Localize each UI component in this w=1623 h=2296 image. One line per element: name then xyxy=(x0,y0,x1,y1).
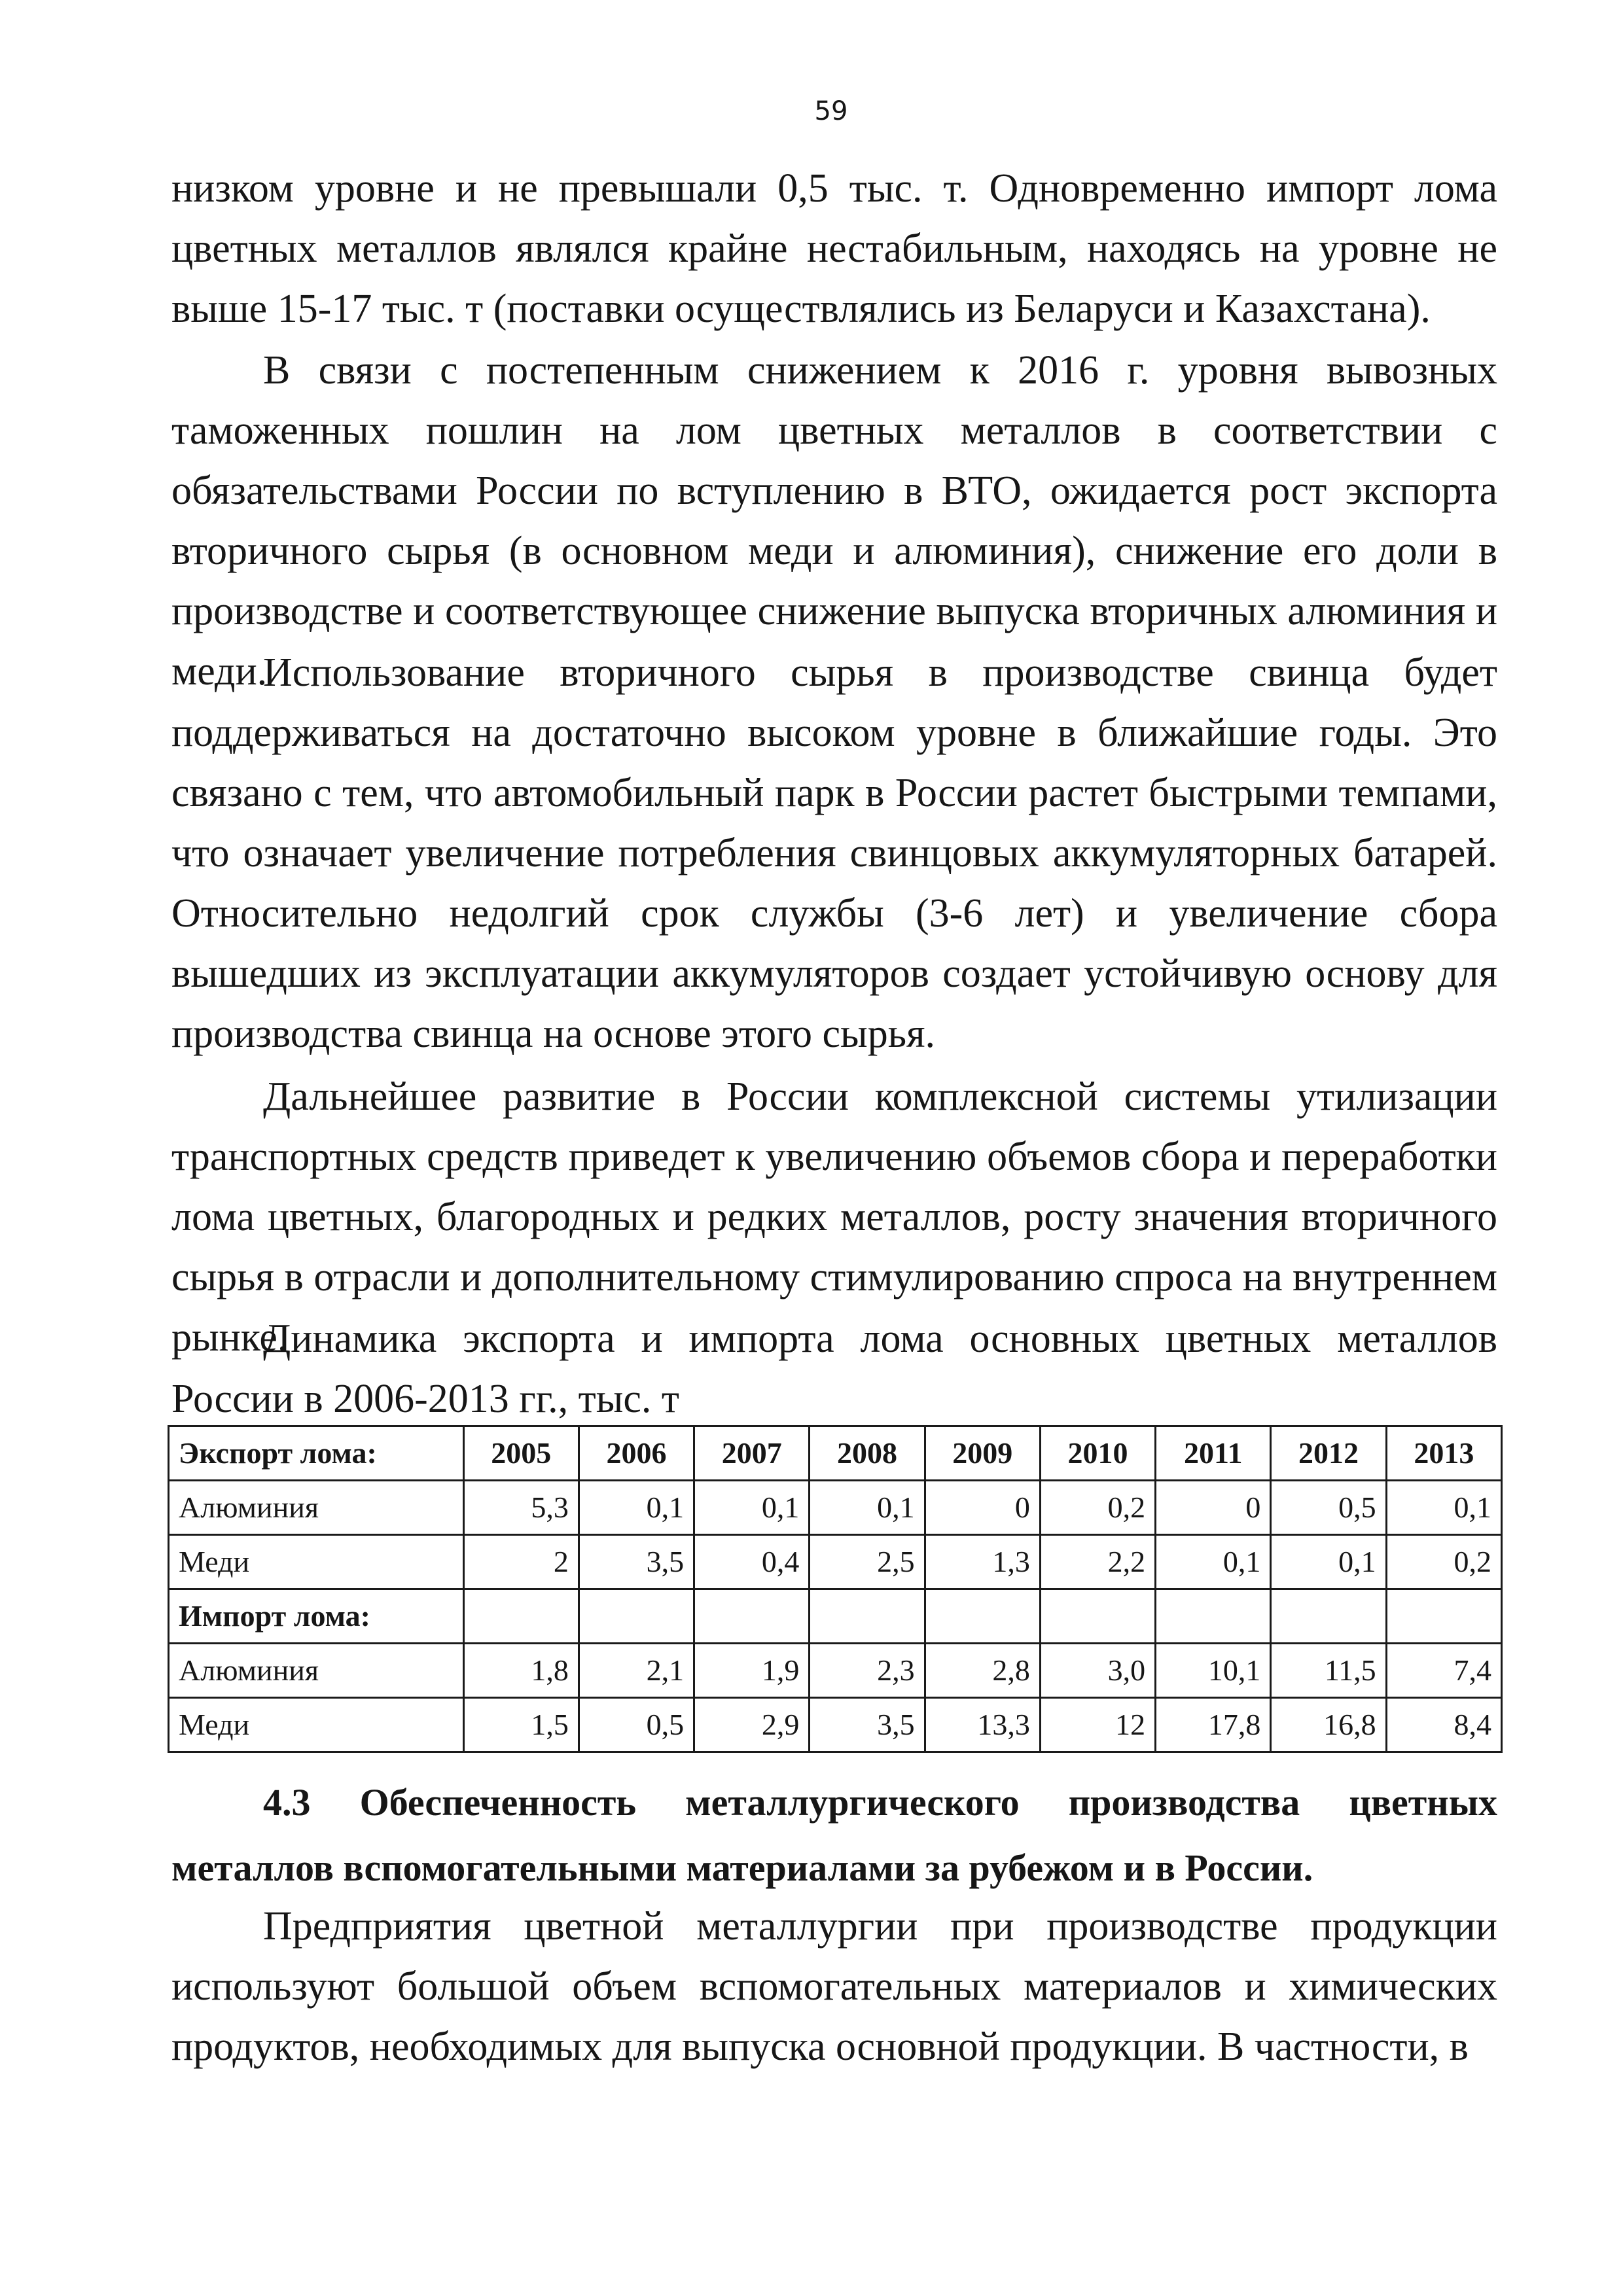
table-cell xyxy=(694,1589,810,1644)
table-cell xyxy=(1386,1589,1501,1644)
table-cell: 8,4 xyxy=(1386,1698,1501,1752)
table-cell: 1,9 xyxy=(694,1644,810,1698)
table-cell: 2,5 xyxy=(810,1535,925,1589)
table-cell: 0,1 xyxy=(579,1481,694,1535)
table-section-row xyxy=(169,1589,1502,1644)
table-cell: 0 xyxy=(925,1481,1040,1535)
table-cell: 3,5 xyxy=(579,1535,694,1589)
table-cell: 2,9 xyxy=(694,1698,810,1752)
year-header: 2009 xyxy=(925,1426,1040,1481)
table-cell: 0,1 xyxy=(1156,1535,1271,1589)
table-cell xyxy=(1156,1589,1271,1644)
year-header: 2010 xyxy=(1040,1426,1155,1481)
table-cell: 16,8 xyxy=(1271,1698,1386,1752)
table-cell: 3,5 xyxy=(810,1698,925,1752)
table-row xyxy=(169,1698,1502,1752)
table-cell: 7,4 xyxy=(1386,1644,1501,1698)
table-cell: 0,1 xyxy=(694,1481,810,1535)
year-header: 2013 xyxy=(1386,1426,1501,1481)
year-header: 2011 xyxy=(1156,1426,1271,1481)
year-header: 2005 xyxy=(463,1426,579,1481)
table-cell: 2 xyxy=(463,1535,579,1589)
table-cell: 0,1 xyxy=(810,1481,925,1535)
table-cell: 1,5 xyxy=(463,1698,579,1752)
table-cell: 0,5 xyxy=(1271,1481,1386,1535)
table-cell: 2,8 xyxy=(925,1644,1040,1698)
table-cell: 12 xyxy=(1040,1698,1155,1752)
row-label: Меди xyxy=(169,1535,464,1589)
paragraph-3: Использование вторичного сырья в производстве свинца будет поддерживаться на достаточно высоком уровне в ближайшие годы. Это связано с тем, что автомобильный парк в России растет быстрыми темпами, что означает увеличение потребления свинцовых аккумуляторных батарей. Относительно недолгий срок службы (3-6 лет) и увеличение сбора вышедших из эксплуатации аккумуляторов создает устойчивую основу для производства свинца на основе этого сырья. xyxy=(171,650,1497,1056)
table-cell: 2,1 xyxy=(579,1644,694,1698)
paragraph-4: Дальнейшее развитие в России комплексной системы утилизации транспортных средств приведет к увеличению объемов сбора и переработки лома цветных, благородных и редких металлов, росту значения вторичного сырья в отрасли и дополнительному стимулированию спроса на внутреннем рынке. xyxy=(171,1074,1497,1360)
table-row xyxy=(169,1644,1502,1698)
row-label: Алюминия xyxy=(169,1644,464,1698)
row-label: Меди xyxy=(169,1698,464,1752)
section-heading-line-1: 4.3 Обеспеченность металлургического производства цветных xyxy=(263,1781,1497,1824)
table-cell: 3,0 xyxy=(1040,1644,1155,1698)
export-header: Экспорт лома: xyxy=(169,1426,464,1481)
section-heading xyxy=(171,1770,1497,1901)
page-number: 59 xyxy=(814,96,848,126)
table-cell: 0,4 xyxy=(694,1535,810,1589)
table-header-row xyxy=(169,1426,1502,1481)
table-cell xyxy=(1271,1589,1386,1644)
table-cell xyxy=(463,1589,579,1644)
paragraph-2: В связи с постепенным снижением к 2016 г. уровня вывозных таможенных пошлин на лом цветных металлов в соответствии с обязательствами России по вступлению в ВТО, ожидается рост экспорта вторичного сырья (в основном меди и алюминия), снижение его доли в производстве и соответствующее снижение выпуска вторичных алюминия и меди. xyxy=(171,348,1497,694)
table-cell: 0,2 xyxy=(1386,1535,1501,1589)
section-heading-line-2: металлов вспомогательными материалами за рубежом и в России. xyxy=(171,1846,1313,1889)
table-cell: 0,2 xyxy=(1040,1481,1155,1535)
table-cell: 1,3 xyxy=(925,1535,1040,1589)
table-cell: 2,3 xyxy=(810,1644,925,1698)
import-header: Импорт лома: xyxy=(169,1589,464,1644)
table-cell: 5,3 xyxy=(463,1481,579,1535)
section-paragraph: Предприятия цветной металлургии при производстве продукции используют большой объем вспомогательных материалов и химических продуктов, необходимых для выпуска основной продукции. В частности, в xyxy=(171,1904,1497,2069)
year-header: 2008 xyxy=(810,1426,925,1481)
table-cell: 11,5 xyxy=(1271,1644,1386,1698)
table-cell: 0 xyxy=(1156,1481,1271,1535)
year-header: 2012 xyxy=(1271,1426,1386,1481)
paragraph-1: низком уровне и не превышали 0,5 тыс. т. Одновременно импорт лома цветных металлов являлся крайне нестабильным, находясь на уровне не выше 15-17 тыс. т (поставки осуществлялись из Беларуси и Казахстана). xyxy=(171,166,1497,331)
scrap-trade-table xyxy=(168,1425,1503,1753)
table-cell: 17,8 xyxy=(1156,1698,1271,1752)
table-cell: 0,1 xyxy=(1271,1535,1386,1589)
table-cell: 2,2 xyxy=(1040,1535,1155,1589)
table-cell: 10,1 xyxy=(1156,1644,1271,1698)
table-cell: 0,1 xyxy=(1386,1481,1501,1535)
table-row xyxy=(169,1481,1502,1535)
year-header: 2006 xyxy=(579,1426,694,1481)
year-header: 2007 xyxy=(694,1426,810,1481)
table-cell: 1,8 xyxy=(463,1644,579,1698)
table-cell xyxy=(810,1589,925,1644)
table-caption: Динамика экспорта и импорта лома основных цветных металлов России в 2006-2013 гг., тыс. т xyxy=(171,1316,1497,1421)
table-cell xyxy=(579,1589,694,1644)
table-cell: 0,5 xyxy=(579,1698,694,1752)
table-cell: 13,3 xyxy=(925,1698,1040,1752)
table-cell xyxy=(925,1589,1040,1644)
table-cell xyxy=(1040,1589,1155,1644)
row-label: Алюминия xyxy=(169,1481,464,1535)
table-row xyxy=(169,1535,1502,1589)
